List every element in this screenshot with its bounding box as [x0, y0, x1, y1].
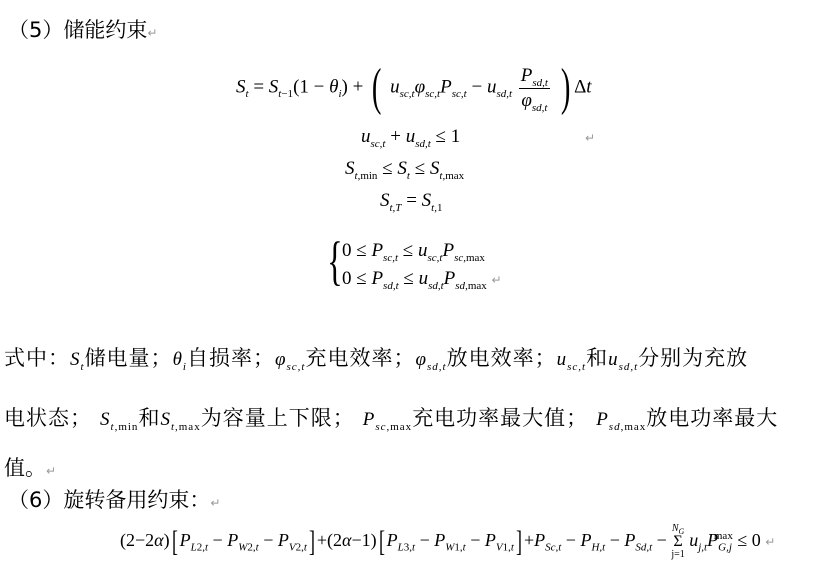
charge-discharge-exclusive-constraint: $u_{sc,t} + u_{sd,t} \le 1$ ↵: [361, 126, 596, 150]
text-charge-eff: 充电效率；: [305, 346, 416, 370]
paragraph-mark-icon: ↵: [584, 131, 596, 145]
section-5-heading: [8, 14, 157, 44]
sum-upper: N: [671, 523, 679, 534]
sum-lower: j=1: [671, 549, 685, 560]
paragraph-mark-icon: ↵: [147, 26, 158, 40]
text-and: 和: [138, 406, 161, 430]
text-storage: 储电量；: [84, 346, 173, 370]
section-5-heading-text: （5）储能约束: [8, 18, 148, 42]
text-discharge-eff: 放电效率；: [446, 346, 557, 370]
terminal-soc-constraint: $S_{t,T} = S_{t,1}$: [380, 190, 443, 214]
capacity-bound-constraint: $S_{t,min} \le S_t \le S_{t,max}$: [345, 158, 465, 182]
spinning-reserve-equation: (2−2α)[ $P_{L2,t} - P_{W2,t} - P_{V2,t}] +(2\alpha-1)$[ $P_{L3,t} - P_{W1,t} - P_{V1,t}] +P_{Sc,t} - P_{H,t} - P_{Sd,t}$ − $N_G$ Σ j=1 $u_{j,t}P_{G,j}^{max} \le 0$ ↵: [120, 523, 776, 560]
paragraph-mark-icon: ↵: [765, 535, 776, 550]
text-value-end: 值。: [4, 456, 46, 480]
power-limit-system: [327, 231, 502, 292]
left-brace: {: [327, 231, 343, 291]
paragraph-mark-icon: ↵: [46, 464, 57, 478]
text-state: 电状态；: [4, 406, 92, 430]
text-discharge-power-max: 放电功率最大: [646, 406, 779, 430]
text-shizhong: 式中：: [4, 346, 70, 370]
text-charge-power-max: 充电功率最大值；: [412, 406, 589, 430]
explanation-line-1: 式中：$S_t$储电量；$\theta_i$自损率；$\varphi_{sc,t}$充电效率；$\varphi_{sd,t}$放电效率；$u_{sc,t}$和$u_{sd,t}$分别为充放: [4, 346, 749, 373]
soc-equation: $S_t = S_{t-1}(1 - \theta_i)$ + ( $u_{sc,t}\varphi_{sc,t}P_{sc,t} - u_{sd,t}$ $\frac{P_{sd,t}}{\varphi_{sd,t}}$ ) Δt: [236, 59, 592, 116]
text-and: 和: [586, 346, 609, 370]
sum-upper-sub: G: [678, 527, 685, 536]
section-6-heading: [8, 484, 220, 514]
explanation-line-2: 电状态； $S_{t,min}$和$S_{t,max}$为容量上下限； $P_{sc,max}$充电功率最大值； $P_{sd,max}$放电功率最大: [4, 406, 779, 433]
paragraph-mark-icon: ↵: [491, 273, 502, 287]
explanation-line-3: [4, 452, 56, 482]
text-capacity-bounds: 为容量上下限；: [200, 406, 355, 430]
charge-power-limit: $0 \le P_{sc,t} \le u_{sc,t}P_{sc,max}$: [342, 240, 485, 264]
text-self-loss: 自损率；: [186, 346, 275, 370]
section-6-heading-text: （6）旋转备用约束：: [8, 488, 211, 512]
summation-symbol: $N_G$ Σ j=1: [671, 523, 685, 560]
paragraph-mark-icon: ↵: [210, 496, 221, 510]
text-respectively: 分别为充放: [638, 346, 749, 370]
discharge-power-limit: $0 \le P_{sd,t} \le u_{sd,t}P_{sd,max}$ ↵: [342, 268, 502, 292]
